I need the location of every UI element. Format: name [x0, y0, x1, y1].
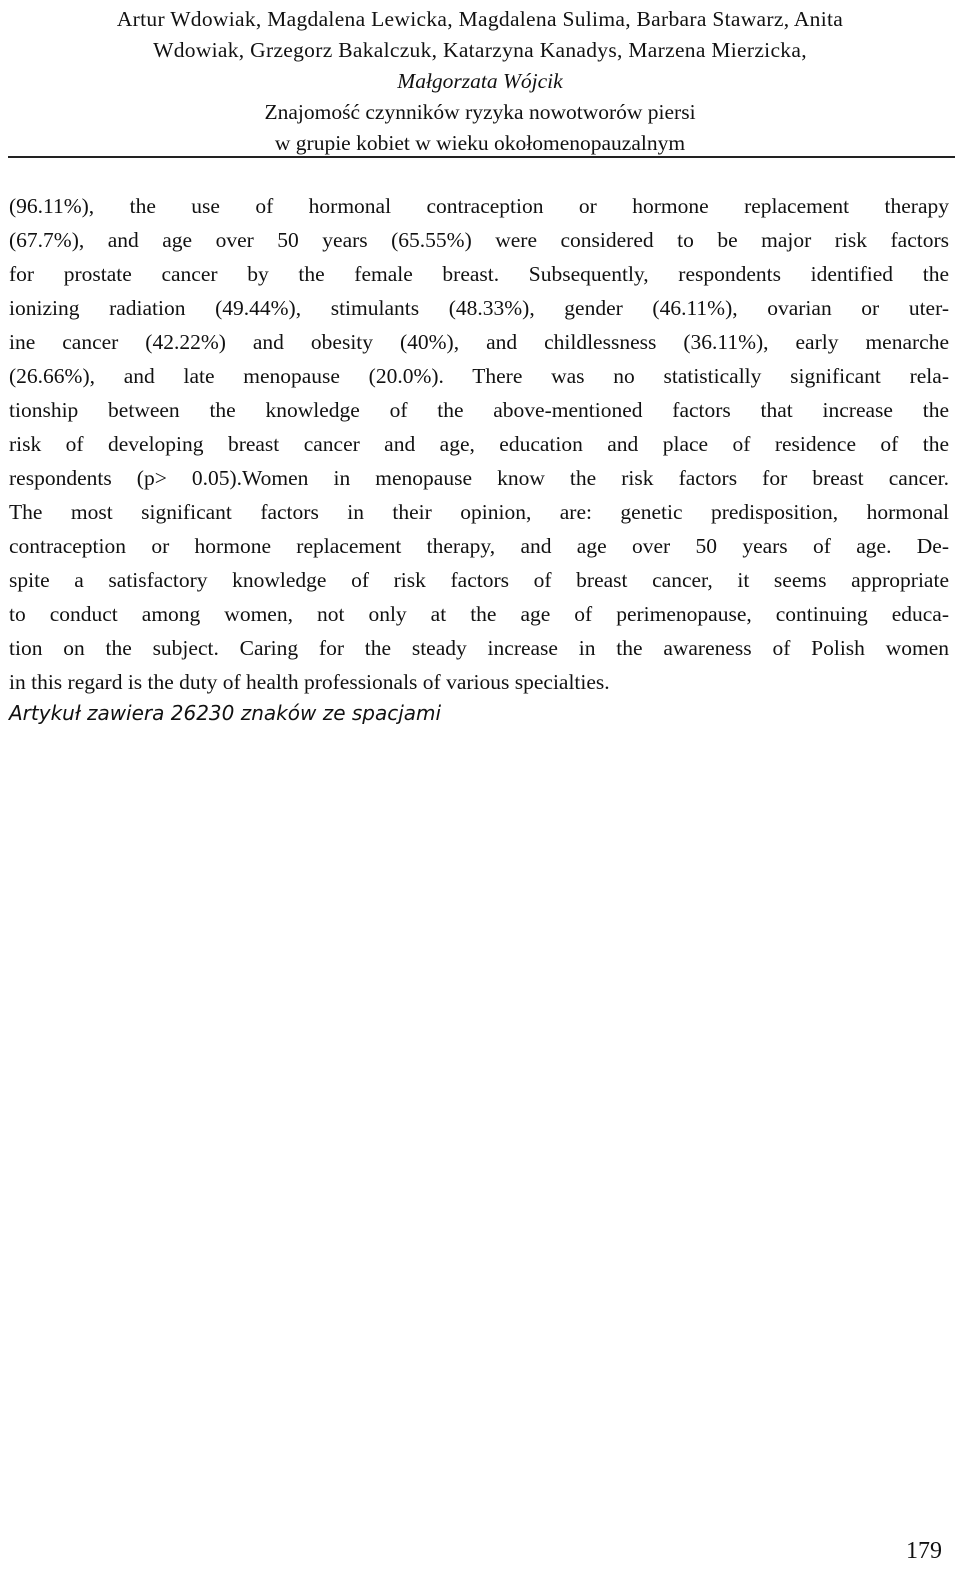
header-authors-line: Małgorzata Wójcik	[397, 69, 563, 93]
text-line: in this regard is the duty of health professionals of various specialties.	[9, 670, 610, 694]
text-line: ionizing radiation (49.44%), stimulants (48.33%), gender (46.11%), ovarian or uter-	[9, 296, 949, 320]
header-title-line: w grupie kobiet w wieku okołomenopauzalnym	[274, 131, 686, 155]
character-count-note: Artykuł zawiera 26230 znaków ze spacjami	[9, 701, 442, 725]
text-line: tion on the subject. Caring for the steady increase in the awareness of Polish women	[9, 636, 949, 660]
text-line: spite a satisfactory knowledge of risk factors of breast cancer, it seems appropriate	[9, 568, 949, 592]
text-line: ine cancer (42.22%) and obesity (40%), and childlessness (36.11%), early menarche	[9, 330, 949, 354]
page-number: 179	[906, 1538, 942, 1564]
text-line: (67.7%), and age over 50 years (65.55%) were considered to be major risk factors	[9, 228, 949, 252]
text-line: The most significant factors in their opinion, are: genetic predisposition, hormonal	[9, 500, 949, 524]
text-line: to conduct among women, not only at the age of perimenopause, continuing educa-	[9, 602, 949, 626]
header-authors-line: Wdowiak, Grzegorz Bakalczuk, Katarzyna Kanadys, Marzena Mierzicka,	[153, 38, 807, 62]
header-divider	[8, 156, 955, 158]
text-line: (26.66%), and late menopause (20.0%). There was no statistically significant rela-	[9, 364, 949, 388]
text-line: contraception or hormone replacement therapy, and age over 50 years of age. De-	[9, 534, 949, 558]
text-line: for prostate cancer by the female breast. Subsequently, respondents identified the	[9, 262, 949, 286]
text-line: respondents (p> 0.05).Women in menopause know the risk factors for breast cancer.	[9, 466, 949, 490]
header-authors-line: Artur Wdowiak, Magdalena Lewicka, Magdalena Sulima, Barbara Stawarz, Anita	[116, 7, 844, 31]
running-header	[0, 0, 960, 159]
header-title-line: Znajomość czynników ryzyka nowotworów piersi	[264, 100, 696, 124]
text-line: risk of developing breast cancer and age, education and place of residence of the	[9, 432, 949, 456]
abstract-paragraph	[9, 189, 949, 699]
text-line: tionship between the knowledge of the above-mentioned factors that increase the	[9, 398, 949, 422]
text-line: (96.11%), the use of hormonal contraception or hormone replacement therapy	[9, 194, 949, 218]
